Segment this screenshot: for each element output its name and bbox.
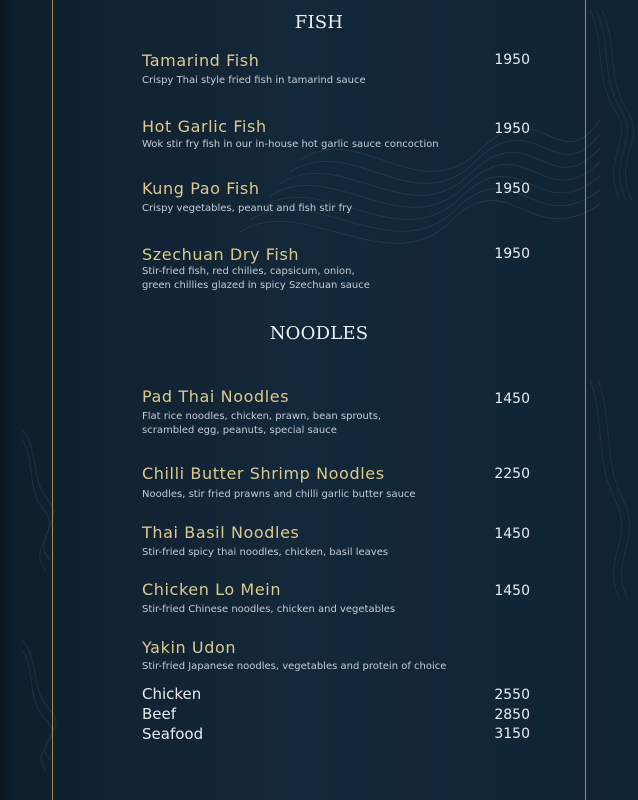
item-description-line2: green chillies glazed in spicy Szechuan sauce — [142, 280, 370, 291]
section-title-noodles: NOODLES — [269, 323, 369, 344]
item-name: Chicken Lo Mein — [142, 580, 282, 599]
option-price: 2550 — [494, 687, 530, 703]
item-price: 1450 — [494, 391, 530, 407]
option-name: Seafood — [142, 725, 204, 743]
item-name: Tamarind Fish — [142, 51, 260, 70]
item-description-line2: scrambled egg, peanuts, special sauce — [142, 425, 337, 436]
item-name: Szechuan Dry Fish — [142, 245, 300, 264]
right-gold-border — [585, 0, 586, 800]
item-price: 1950 — [494, 246, 530, 262]
item-name: Pad Thai Noodles — [142, 387, 290, 406]
item-description: Stir-fried Chinese noodles, chicken and vegetables — [142, 604, 396, 615]
item-price: 1450 — [494, 583, 530, 599]
item-name: Chilli Butter Shrimp Noodles — [142, 464, 385, 483]
item-name: Thai Basil Noodles — [142, 523, 300, 542]
item-name: Hot Garlic Fish — [142, 117, 267, 136]
item-price: 1450 — [494, 526, 530, 542]
item-description: Wok stir fry fish in our in-house hot garlic sauce concoction — [142, 139, 439, 150]
left-border-band — [0, 0, 22, 800]
item-description: Flat rice noodles, chicken, prawn, bean sprouts, — [142, 411, 382, 422]
section-title-fish: FISH — [294, 12, 344, 33]
item-price: 1950 — [494, 121, 530, 137]
item-description: Crispy vegetables, peanut and fish stir fry — [142, 203, 353, 214]
option-price: 2850 — [494, 707, 530, 723]
item-description: Noodles, stir fried prawns and chilli garlic butter sauce — [142, 489, 416, 500]
left-gold-border — [52, 0, 53, 800]
item-price: 2250 — [494, 466, 530, 482]
item-price: 1950 — [494, 52, 530, 68]
item-description: Stir-fried Japanese noodles, vegetables and protein of choice — [142, 661, 447, 672]
option-name: Beef — [142, 705, 177, 723]
item-description: Crispy Thai style fried fish in tamarind sauce — [142, 75, 366, 86]
option-price: 3150 — [494, 726, 530, 742]
option-name: Chicken — [142, 685, 202, 703]
item-description: Stir-fried fish, red chilies, capsicum, onion, — [142, 266, 355, 277]
item-name: Yakin Udon — [142, 638, 237, 657]
item-price: 1950 — [494, 181, 530, 197]
item-description: Stir-fried spicy thai noodles, chicken, basil leaves — [142, 547, 389, 558]
item-name: Kung Pao Fish — [142, 179, 260, 198]
